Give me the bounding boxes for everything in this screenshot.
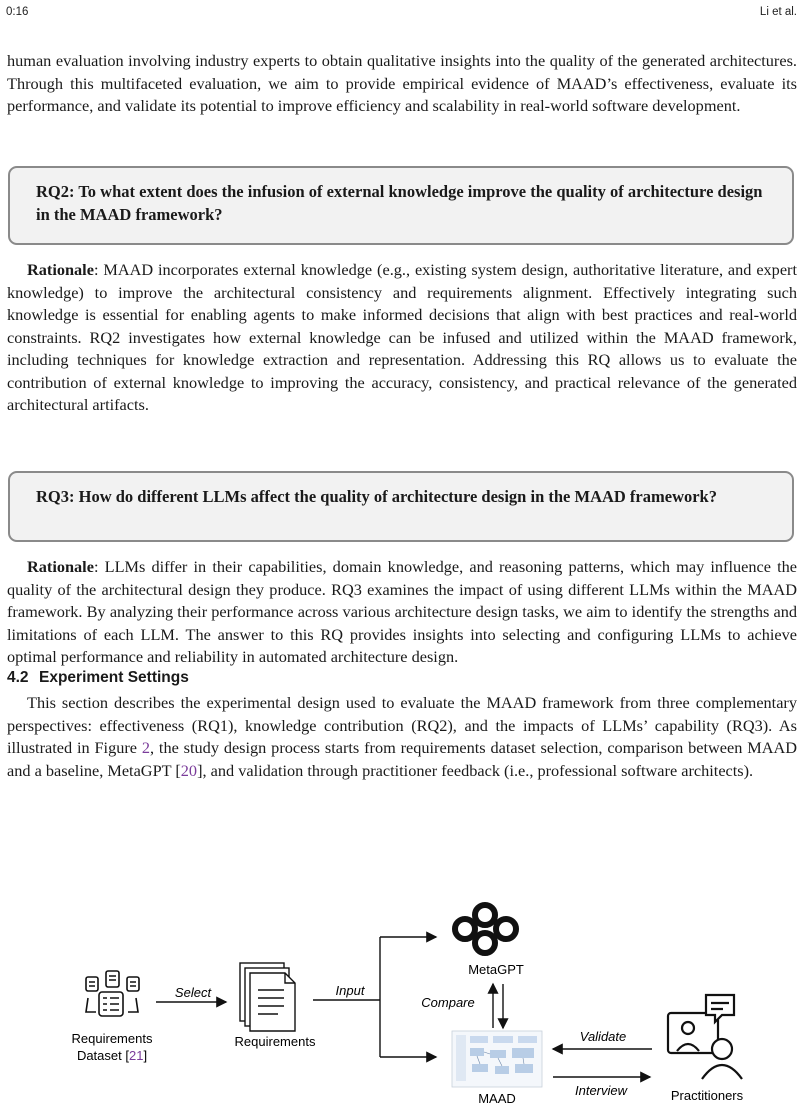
validate-label: Validate	[579, 1029, 627, 1044]
rq2-question: RQ2: To what extent does the infusion of external knowledge improve the quality of architecture design in the MAAD framework?	[36, 182, 763, 224]
figure-ref-link[interactable]: 2	[141, 738, 150, 757]
rq3-rationale-text: : LLMs differ in their capabilities, domain knowledge, and reasoning patterns, which may influence the quality of the architectural design they produce. RQ3 examines the impact of using different LLMs within the MAAD framework. By analyzing their performance across various architecture design tasks, we aim to identify the strengths and limitations of each LLM. The answer to this RQ provides insights into selecting and configuring LLMs to achieve optimal performance and reliability in automated architecture design.	[7, 557, 797, 666]
rq2-rationale	[7, 259, 797, 417]
select-label: Select	[174, 985, 212, 1000]
rq2-box	[8, 166, 794, 245]
practitioners-icon	[668, 995, 742, 1079]
running-header: Li et al.	[759, 6, 797, 18]
section-title: Experiment Settings	[39, 669, 189, 686]
dataset-label: Requirements	[71, 1031, 153, 1046]
rq3-question: RQ3: How do different LLMs affect the quality of architecture design in the MAAD framework?	[36, 487, 717, 506]
section-text-1: This section describes the experimental design used to evaluate the MAAD framework from three complementary perspectives: effectiveness (RQ1), knowledge contribution (RQ2), and the impacts of LLMs’ capability (RQ3). As illustrated in Figure	[7, 693, 797, 757]
citation-link-20[interactable]: 20	[180, 760, 198, 780]
maad-label: MAAD	[478, 1091, 516, 1106]
rq3-box	[8, 471, 794, 542]
section-text-2: , the study design process starts from requirements dataset selection, comparison between MAAD and a baseline, MetaGPT [	[7, 738, 797, 780]
requirements-doc-icon	[240, 963, 295, 1031]
citation-link-21[interactable]: 21	[128, 1048, 144, 1063]
study-design-figure	[0, 895, 805, 1112]
section-number: 4.2	[7, 669, 29, 686]
practitioners-label: Practitioners	[670, 1088, 744, 1103]
section-text-3: ], and validation through practitioner feedback (i.e., professional software architects).	[197, 760, 754, 780]
section-paragraph	[7, 692, 797, 782]
page-number: 0:16	[6, 6, 29, 18]
rq2-rationale-text: : MAAD incorporates external knowledge (e.g., existing system design, authoritative literature, and expert knowledge) to improve the architectural consistency and requirements alignment. Effectively integrating such knowledge is essential for enabling agents to make informed decisions that align with best practices and real-world constraints. RQ2 investigates how external knowledge can be infused and utilized within the MAAD framework, including techniques for knowledge extraction and representation. Addressing this RQ allows us to evaluate the contribution of external knowledge to improving the accuracy, consistency, and practical relevance of the generated architectural artifacts.	[7, 260, 797, 414]
rq3-rationale-label: Rationale	[27, 557, 94, 576]
requirements-label: Requirements	[234, 1034, 316, 1049]
dataset-label-2: Dataset [21]	[76, 1048, 148, 1063]
metagpt-label: MetaGPT	[468, 962, 524, 977]
dataset-icon	[86, 971, 139, 1016]
compare-label: Compare	[421, 995, 475, 1010]
rq3-rationale	[7, 556, 797, 669]
input-label: Input	[335, 983, 365, 998]
rq2-rationale-label: Rationale	[27, 260, 94, 279]
section-heading	[7, 669, 189, 687]
paragraph-intro: human evaluation involving industry experts to obtain qualitative insights into the quality of the generated architectures. Through this multifaceted evaluation, we aim to provide empirical evidence of MAAD’s effectiveness, evaluate its performance, and validate its potential to improve efficiency and scalability in real-world software development.	[7, 51, 797, 115]
interview-label: Interview	[574, 1083, 628, 1098]
metagpt-logo	[455, 905, 516, 953]
maad-thumbnail	[452, 1031, 542, 1087]
